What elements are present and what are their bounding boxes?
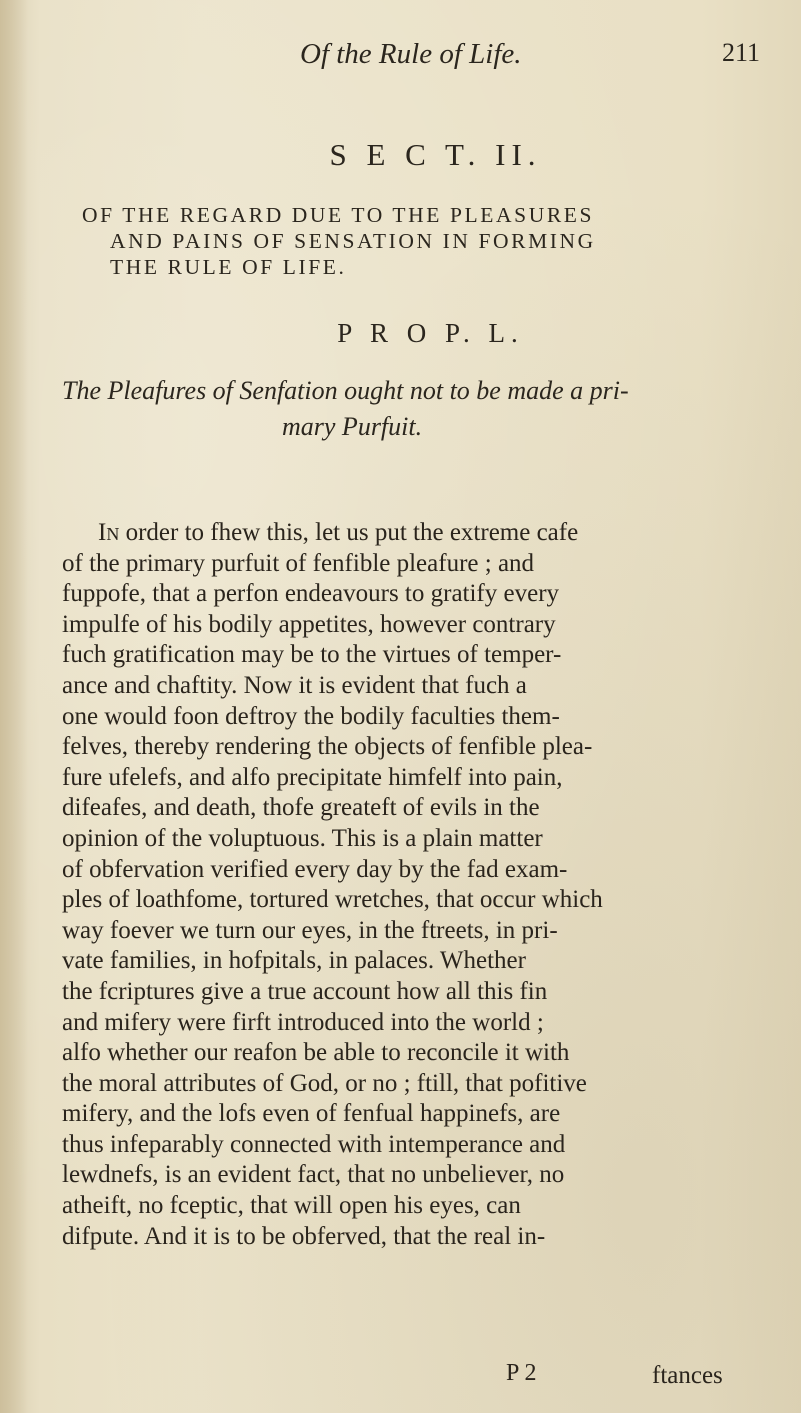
body-line: fuch gratification may be to the virtues of temper- xyxy=(62,641,562,669)
caption-line: AND PAINS OF SENSATION IN FORMING xyxy=(110,229,596,253)
body-line: ance and chaftity. Now it is evident that fuch a xyxy=(62,671,527,699)
page-gutter-shadow xyxy=(0,0,28,1413)
body-line: and mifery were firft introduced into the world ; xyxy=(62,1008,544,1036)
body-line: of the primary purfuit of fenfible pleafure ; and xyxy=(62,549,535,577)
body-line: fuppofe, that a perfon endeavours to gratify every xyxy=(62,580,560,608)
caption-line: THE RULE OF LIFE. xyxy=(110,255,347,279)
body-line xyxy=(62,518,762,549)
body-line: atheift, no fceptic, that will open his eyes, can xyxy=(62,1192,521,1220)
page-footer xyxy=(0,1360,801,1396)
body-line: opinion of the voluptuous. This is a plain matter xyxy=(62,824,543,852)
body-line: vate families, in hofpitals, in palaces. Whether xyxy=(62,947,526,975)
page-header xyxy=(300,38,760,78)
page-number: 211 xyxy=(721,38,760,67)
signature-mark: P 2 xyxy=(506,1360,537,1386)
body-line: of obfervation verified every day by the fad exam- xyxy=(62,855,568,883)
proposition-title xyxy=(62,373,762,445)
caption-line: OF THE REGARD DUE TO THE PLEASURES xyxy=(82,203,595,227)
catchword: ftances xyxy=(652,1362,723,1389)
body-line: impulfe of his bodily appetites, however contrary xyxy=(62,610,556,638)
body-line: alfo whether our reafon be able to reconcile it with xyxy=(62,1039,570,1067)
body-line: one would foon deftroy the bodily faculties them- xyxy=(62,702,560,730)
body-line: difpute. And it is to be obferved, that the real in- xyxy=(62,1222,546,1250)
body-line: way foever we turn our eyes, in the ftreets, in pri- xyxy=(62,916,558,944)
body-line: ples of loathfome, tortured wretches, that occur which xyxy=(62,886,603,914)
body-paragraph xyxy=(62,518,762,1252)
body-line: fure ufelefs, and alfo precipitate himfelf into pain, xyxy=(62,763,563,791)
body-line: difeafes, and death, thofe greateft of evils in the xyxy=(62,794,540,822)
section-caption xyxy=(82,202,772,280)
proposition-title-line: mary Purfuit. xyxy=(282,412,423,441)
body-line: mifery, and the lofs even of fenfual happinefs, are xyxy=(62,1100,561,1128)
proposition-heading: P R O P. L. xyxy=(337,318,524,348)
body-line: thus infeparably connected with intemperance and xyxy=(62,1130,566,1158)
body-line: the moral attributes of God, or no ; ftill, that pofitive xyxy=(62,1069,587,1097)
proposition-title-line: The Pleafures of Senfation ought not to be made a pri- xyxy=(62,376,629,405)
body-line: lewdnefs, is an evident fact, that no unbeliever, no xyxy=(62,1161,565,1189)
section-heading: S E C T. II. xyxy=(329,137,542,172)
running-title: Of the Rule of Life. xyxy=(300,38,522,70)
first-line-text: order to fhew this, let us put the extreme cafe xyxy=(119,519,579,546)
initial-word: In xyxy=(98,519,120,546)
body-line: felves, thereby rendering the objects of fenfible plea- xyxy=(62,733,593,761)
body-line: the fcriptures give a true account how all this fin xyxy=(62,977,548,1005)
